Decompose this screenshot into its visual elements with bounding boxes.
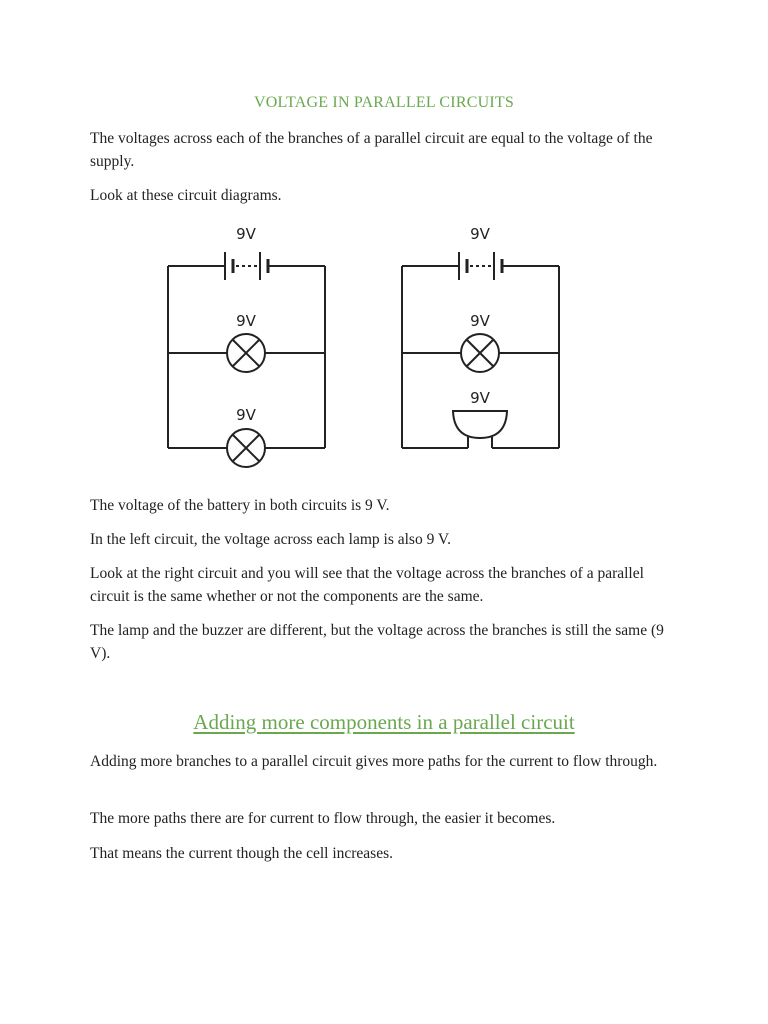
- page-title: VOLTAGE IN PARALLEL CIRCUITS: [254, 94, 514, 111]
- explanation-paragraph-4: The lamp and the buzzer are different, but the voltage across the branches is still the same (9 V).: [90, 622, 664, 662]
- intro-paragraph-1: The voltages across each of the branches of a parallel circuit are equal to the voltage of the supply.: [90, 130, 653, 170]
- right-lamp-symbol: [461, 334, 499, 372]
- right-battery-label: 9V: [470, 225, 490, 243]
- section-paragraph-3: That means the current though the cell increases.: [90, 845, 393, 862]
- left-battery-symbol: [225, 252, 268, 280]
- explanation-paragraph-1: The voltage of the battery in both circuits is 9 V.: [90, 497, 390, 514]
- section-paragraph-1: Adding more branches to a parallel circuit gives more paths for the current to flow through.: [90, 753, 658, 770]
- left-lamp-2-symbol: [227, 429, 265, 467]
- buzzer-label: 9V: [470, 389, 490, 407]
- left-lamp-1-symbol: [227, 334, 265, 372]
- right-circuit: [402, 266, 559, 448]
- circuit-diagrams: [150, 218, 590, 478]
- left-battery-label: 9V: [236, 225, 256, 243]
- left-lamp-2-label: 9V: [236, 406, 256, 424]
- buzzer-symbol: [453, 411, 507, 448]
- explanation-paragraph-2: In the left circuit, the voltage across each lamp is also 9 V.: [90, 531, 451, 548]
- right-battery-symbol: [459, 252, 502, 280]
- intro-paragraph-2: Look at these circuit diagrams.: [90, 187, 282, 204]
- section-paragraph-2: The more paths there are for current to flow through, the easier it becomes.: [90, 810, 556, 827]
- explanation-paragraph-3: Look at the right circuit and you will see that the voltage across the branches of a parallel circuit is the same whether or not the components are the same.: [90, 565, 644, 605]
- right-lamp-label: 9V: [470, 312, 490, 330]
- section-heading: Adding more components in a parallel circuit: [193, 710, 575, 734]
- left-lamp-1-label: 9V: [236, 312, 256, 330]
